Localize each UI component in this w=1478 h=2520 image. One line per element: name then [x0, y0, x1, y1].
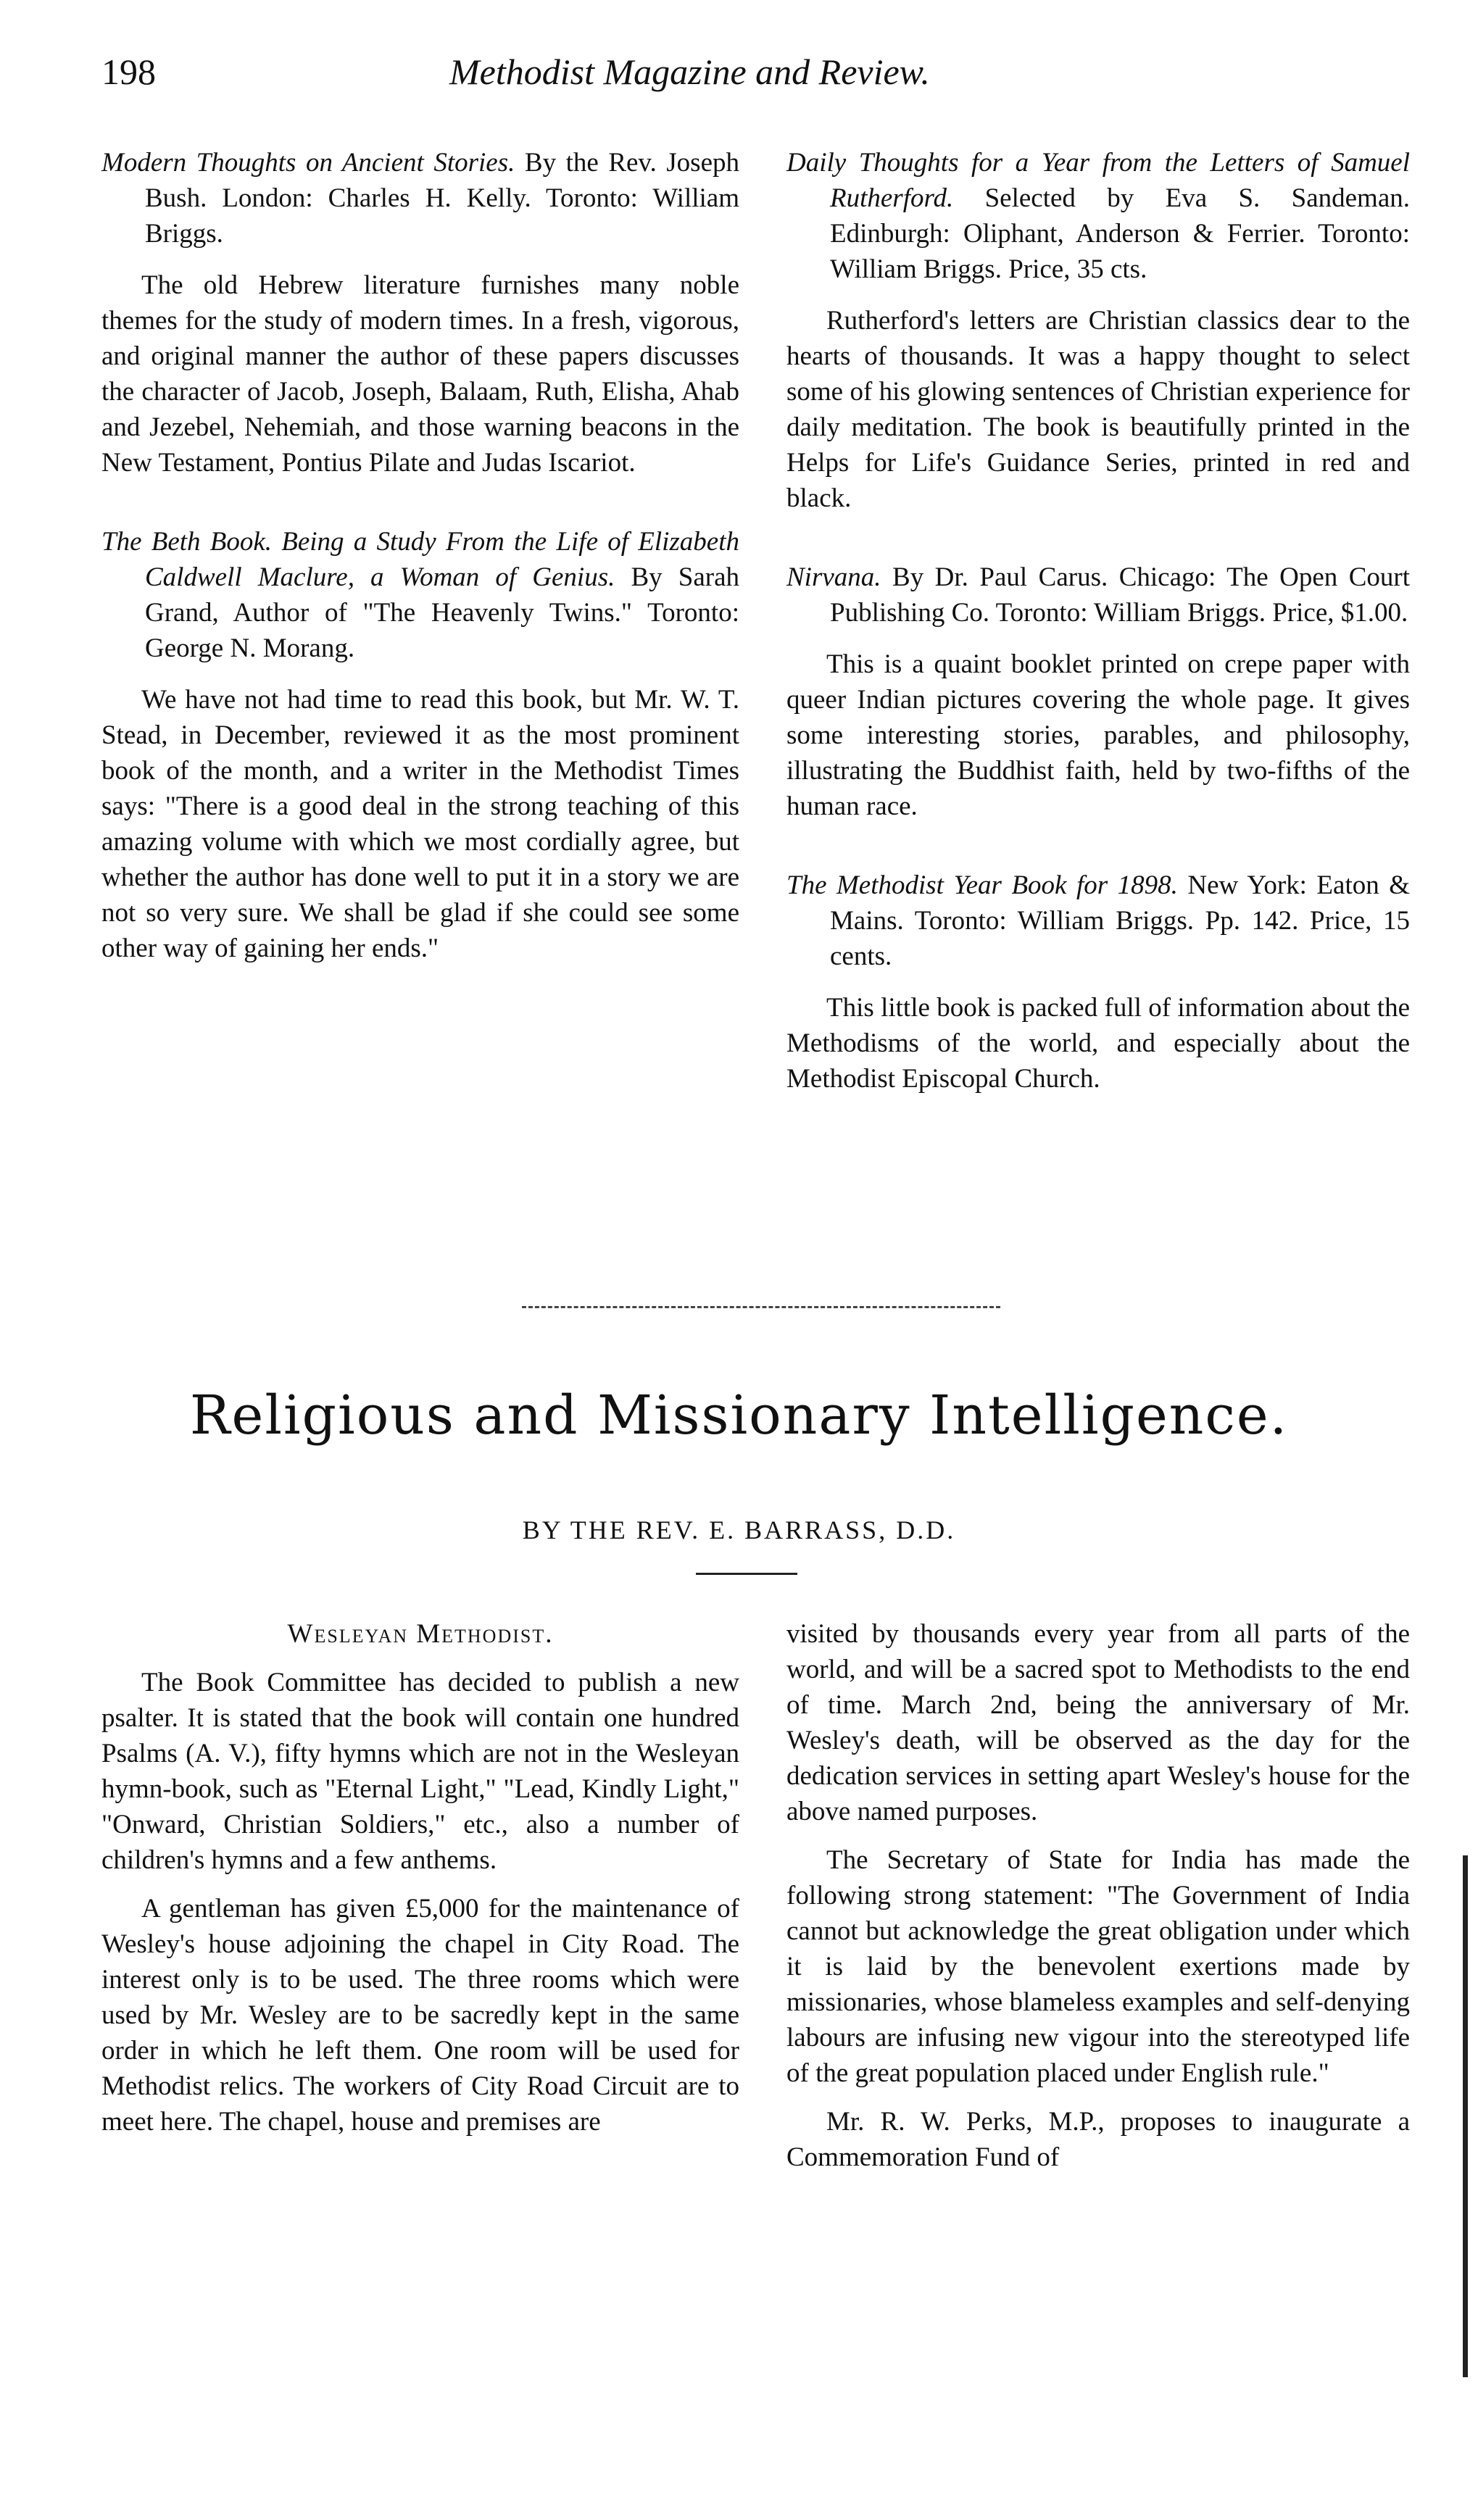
review-item	[101, 145, 739, 481]
review-details: New York: Eaton & Mains. Toronto: William Briggs. Pp. 142. Price, 15 cents.	[830, 870, 1410, 971]
review-item	[786, 868, 1410, 1097]
article-paragraph: A gentleman has given £5,000 for the maintenance of Wesley's house adjoining the chapel in City Road. The interest only is to be used. The three rooms which were used by Mr. Wesley are to be sacredly kept in the same order in which he left them. One room will be used for Methodist relics. The workers of City Road Circuit are to meet here. The chapel, house and premises are	[101, 1894, 739, 2137]
section-title: Religious and Missionary Intelligence.	[189, 1384, 1289, 1447]
review-body: This little book is packed full of information about the Methodisms of the world, and especially about the Methodist Episcopal Church.	[786, 993, 1410, 1094]
reviews-right-column	[786, 145, 1410, 1140]
review-title: Modern Thoughts on Ancient Stories.	[101, 148, 515, 178]
review-item	[786, 560, 1410, 824]
review-item	[101, 524, 739, 966]
review-body: We have not had time to read this book, but Mr. W. T. Stead, in December, reviewed it as the most prominent book of the month, and a writer in the Methodist Times says: "There is a good deal in the strong teaching of this amazing volume with which we most cordially agree, but whether the author has done well to put it in a story we are not so very sure. We shall be glad if she could see some other way of gaining her ends."	[101, 685, 739, 963]
review-title: The Beth Book. Being a Study From the Life of Elizabeth Caldwell Maclure, a Woman of Genius.	[101, 527, 739, 592]
review-item	[786, 145, 1410, 516]
page-header	[101, 51, 1406, 101]
review-details: By Dr. Paul Carus. Chicago: The Open Court Publishing Co. Toronto: William Briggs. Price, $1.00.	[830, 562, 1411, 628]
article-right-column	[786, 1616, 1410, 2188]
review-details: By the Rev. Joseph Bush. London: Charles H. Kelly. Toronto: William Briggs.	[145, 148, 740, 249]
article-paragraph: Mr. R. W. Perks, M.P., proposes to inaugurate a Commemoration Fund of	[786, 2107, 1410, 2172]
article-left-column	[101, 1616, 739, 2153]
page-number: 198	[101, 51, 156, 92]
article-subhead: Wesleyan Methodist.	[287, 1619, 554, 1649]
article-paragraph: The Secretary of State for India has made the following strong statement: "The Government of India cannot but acknowledge the great obligation under which it is laid by the benevolent exertions made by missionaries, whose blameless examples and self-denying labours are infusing new vigour into the stereotyped life of the great population placed under English rule."	[786, 1845, 1410, 2088]
review-heading	[786, 868, 1410, 974]
review-details: Selected by Eva S. Sandeman. Edinburgh: Oliphant, Anderson & Ferrier. Toronto: William Briggs. Price, 35 cts.	[830, 183, 1410, 284]
review-details: By Sarah Grand, Author of "The Heavenly Twins." Toronto: George N. Morang.	[145, 562, 739, 663]
section-byline: BY THE REV. E. BARRASS, D.D.	[522, 1515, 956, 1544]
byline-rule	[696, 1573, 797, 1575]
reviews-left-column	[101, 145, 739, 1010]
review-heading	[101, 524, 739, 666]
review-heading	[101, 145, 739, 251]
article-paragraph: visited by thousands every year from all parts of the world, and will be a sacred spot to Methodists to the end of time. March 2nd, being the anniversary of Mr. Wesley's death, will be observed as the day for the dedication services in setting apart Wesley's house for the above named purposes.	[786, 1619, 1410, 1826]
article-paragraph: The Book Committee has decided to publish a new psalter. It is stated that the book will contain one hundred Psalms (A. V.), fifty hymns which are not in the Wesleyan hymn-book, such as "Eternal Light," "Lead, Kindly Light," "Onward, Christian Soldiers," etc., also a number of children's hymns and a few anthems.	[101, 1668, 739, 1875]
review-heading	[786, 560, 1410, 631]
section-divider	[522, 1306, 1000, 1308]
review-title: Nirvana.	[786, 562, 881, 592]
running-title: Methodist Magazine and Review.	[449, 51, 930, 92]
page-edge-mark	[1463, 1855, 1468, 2377]
review-heading	[786, 145, 1410, 287]
review-body: The old Hebrew literature furnishes many noble themes for the study of modern times. In a fresh, vigorous, and original manner the author of these papers discusses the character of Jacob, Joseph, Balaam, Ruth, Elisha, Ahab and Jezebel, Nehemiah, and those warning beacons in the New Testament, Pontius Pilate and Judas Iscariot.	[101, 270, 739, 478]
review-body: This is a quaint booklet printed on crepe paper with queer Indian pictures covering the whole page. It gives some interesting stories, parables, and philosophy, illustrating the Buddhist faith, held by two-fifths of the human race.	[786, 649, 1410, 821]
review-title: Daily Thoughts for a Year from the Letters of Samuel Rutherford.	[786, 148, 1410, 213]
review-title: The Methodist Year Book for 1898.	[786, 870, 1178, 900]
review-body: Rutherford's letters are Christian classics dear to the hearts of thousands. It was a happy thought to select some of his glowing sentences of Christian experience for daily meditation. The book is beautifully printed in the Helps for Life's Guidance Series, printed in red and black.	[786, 306, 1410, 513]
